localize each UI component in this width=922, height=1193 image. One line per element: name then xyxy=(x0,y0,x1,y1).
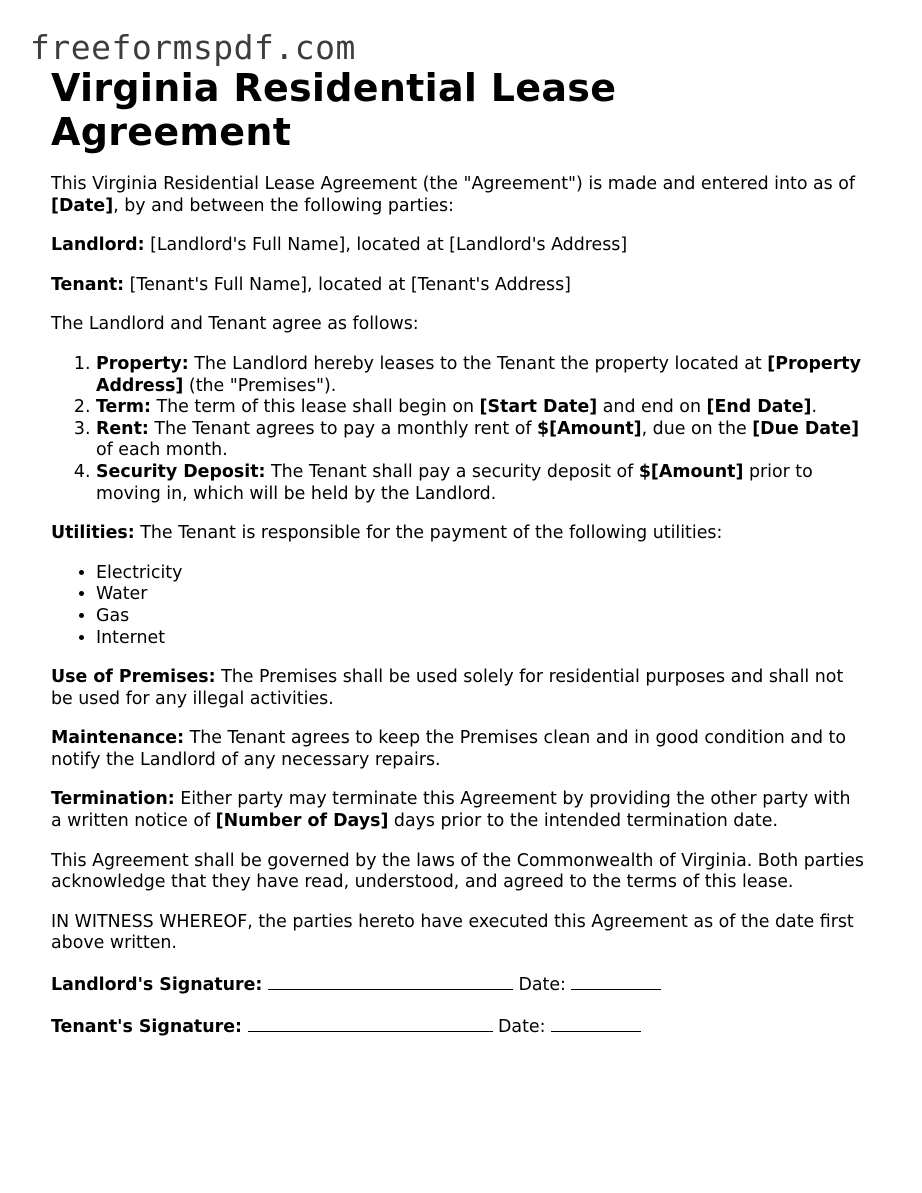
landlord-date-line[interactable] xyxy=(571,973,661,990)
deposit-text-2: prior to moving in, which will be held by the Landlord. xyxy=(96,461,813,504)
intro-text-before: This Virginia Residential Lease Agreement (the "Agreement") is made and entered into as of xyxy=(51,174,856,194)
rent-text-1: The Tenant agrees to pay a monthly rent of xyxy=(148,418,538,439)
utilities-text: The Tenant is responsible for the payment of the following utilities: xyxy=(134,523,723,544)
governing-law-paragraph: This Agreement shall be governed by the laws of the Commonwealth of Virginia. Both parties acknowledge that they have read, understood, and agreed to the terms of this lease. xyxy=(51,850,864,893)
landlord-label: Landlord: xyxy=(51,235,145,256)
utilities-list xyxy=(51,563,866,649)
tenant-label: Tenant: xyxy=(51,274,125,295)
intro-text-after: , by and between the following parties: xyxy=(113,195,454,216)
witness-paragraph: IN WITNESS WHEREOF, the parties hereto have executed this Agreement as of the date first above written. xyxy=(51,911,854,954)
maintenance-label: Maintenance: xyxy=(51,728,185,749)
landlord-signature-line[interactable] xyxy=(268,973,513,990)
document xyxy=(51,66,866,1056)
agree-intro: The Landlord and Tenant agree as follows: xyxy=(51,314,419,335)
tenant-text: [Tenant's Full Name], located at [Tenant's Address] xyxy=(124,274,571,295)
term-text-2: and end on xyxy=(597,397,707,418)
utilities-label: Utilities: xyxy=(51,523,135,544)
property-label: Property: xyxy=(96,353,189,374)
maintenance-text: The Tenant agrees to keep the Premises clean and in good condition and to notify the Landlord of any necessary repairs. xyxy=(51,728,847,770)
use-of-premises-label: Use of Premises: xyxy=(51,667,216,688)
deposit-text-1: The Tenant shall pay a security deposit of xyxy=(265,461,639,482)
terms-list xyxy=(51,354,866,505)
list-item: • Water xyxy=(96,584,866,606)
property-text-1: The Landlord hereby leases to the Tenant the property located at xyxy=(188,353,768,374)
term-text-1: The term of this lease shall begin on xyxy=(151,397,480,418)
end-date: [End Date] xyxy=(706,397,812,418)
landlord-signature-label: Landlord's Signature: xyxy=(51,975,263,996)
start-date: [Start Date] xyxy=(479,397,598,418)
tenant-date-label: Date: xyxy=(498,1016,546,1037)
intro-paragraph xyxy=(51,174,866,217)
property-address: [Property Address] xyxy=(96,353,861,396)
landlord-signature-row xyxy=(51,973,866,997)
list-item: • Electricity xyxy=(96,563,866,585)
maintenance-paragraph xyxy=(51,728,866,771)
term-term xyxy=(96,397,866,419)
tenant-paragraph xyxy=(51,275,866,297)
termination-text-1: Either party may terminate this Agreement by providing the other party with a written notice of xyxy=(51,789,851,832)
tenant-date-line[interactable] xyxy=(551,1015,641,1032)
use-of-premises-paragraph xyxy=(51,667,866,710)
deposit-label: Security Deposit: xyxy=(96,461,266,482)
tenant-signature-row xyxy=(51,1015,866,1039)
termination-text-2: days prior to the intended termination date. xyxy=(388,811,778,832)
term-label: Term: xyxy=(96,397,151,418)
term-property xyxy=(96,354,866,397)
notice-days: [Number of Days] xyxy=(215,811,389,832)
rent-text-2: , due on the xyxy=(641,418,753,439)
term-text-3: . xyxy=(811,397,817,418)
due-date: [Due Date] xyxy=(752,418,860,439)
watermark: freeformspdf.com xyxy=(30,28,356,67)
tenant-signature-label: Tenant's Signature: xyxy=(51,1016,242,1037)
landlord-date-label: Date: xyxy=(518,975,566,996)
rent-label: Rent: xyxy=(96,418,149,439)
term-rent xyxy=(96,419,866,462)
property-text-2: (the "Premises"). xyxy=(183,375,337,396)
landlord-paragraph xyxy=(51,235,866,257)
termination-label: Termination: xyxy=(51,789,175,810)
tenant-signature-line[interactable] xyxy=(248,1015,493,1032)
list-item: • Internet xyxy=(96,628,866,650)
landlord-text: [Landlord's Full Name], located at [Landlord's Address] xyxy=(144,235,628,256)
termination-paragraph xyxy=(51,789,866,832)
deposit-amount: $[Amount] xyxy=(638,461,744,482)
list-item: • Gas xyxy=(96,606,866,628)
rent-amount: $[Amount] xyxy=(537,418,642,439)
utilities-paragraph xyxy=(51,523,866,545)
rent-text-3: of each month. xyxy=(96,440,228,461)
use-of-premises-text: The Premises shall be used solely for residential purposes and shall not be used for any illegal activities. xyxy=(51,667,844,709)
document-title: Virginia Residential Lease Agreement xyxy=(51,66,617,154)
intro-date: [Date] xyxy=(51,195,114,216)
term-security-deposit xyxy=(96,462,866,505)
